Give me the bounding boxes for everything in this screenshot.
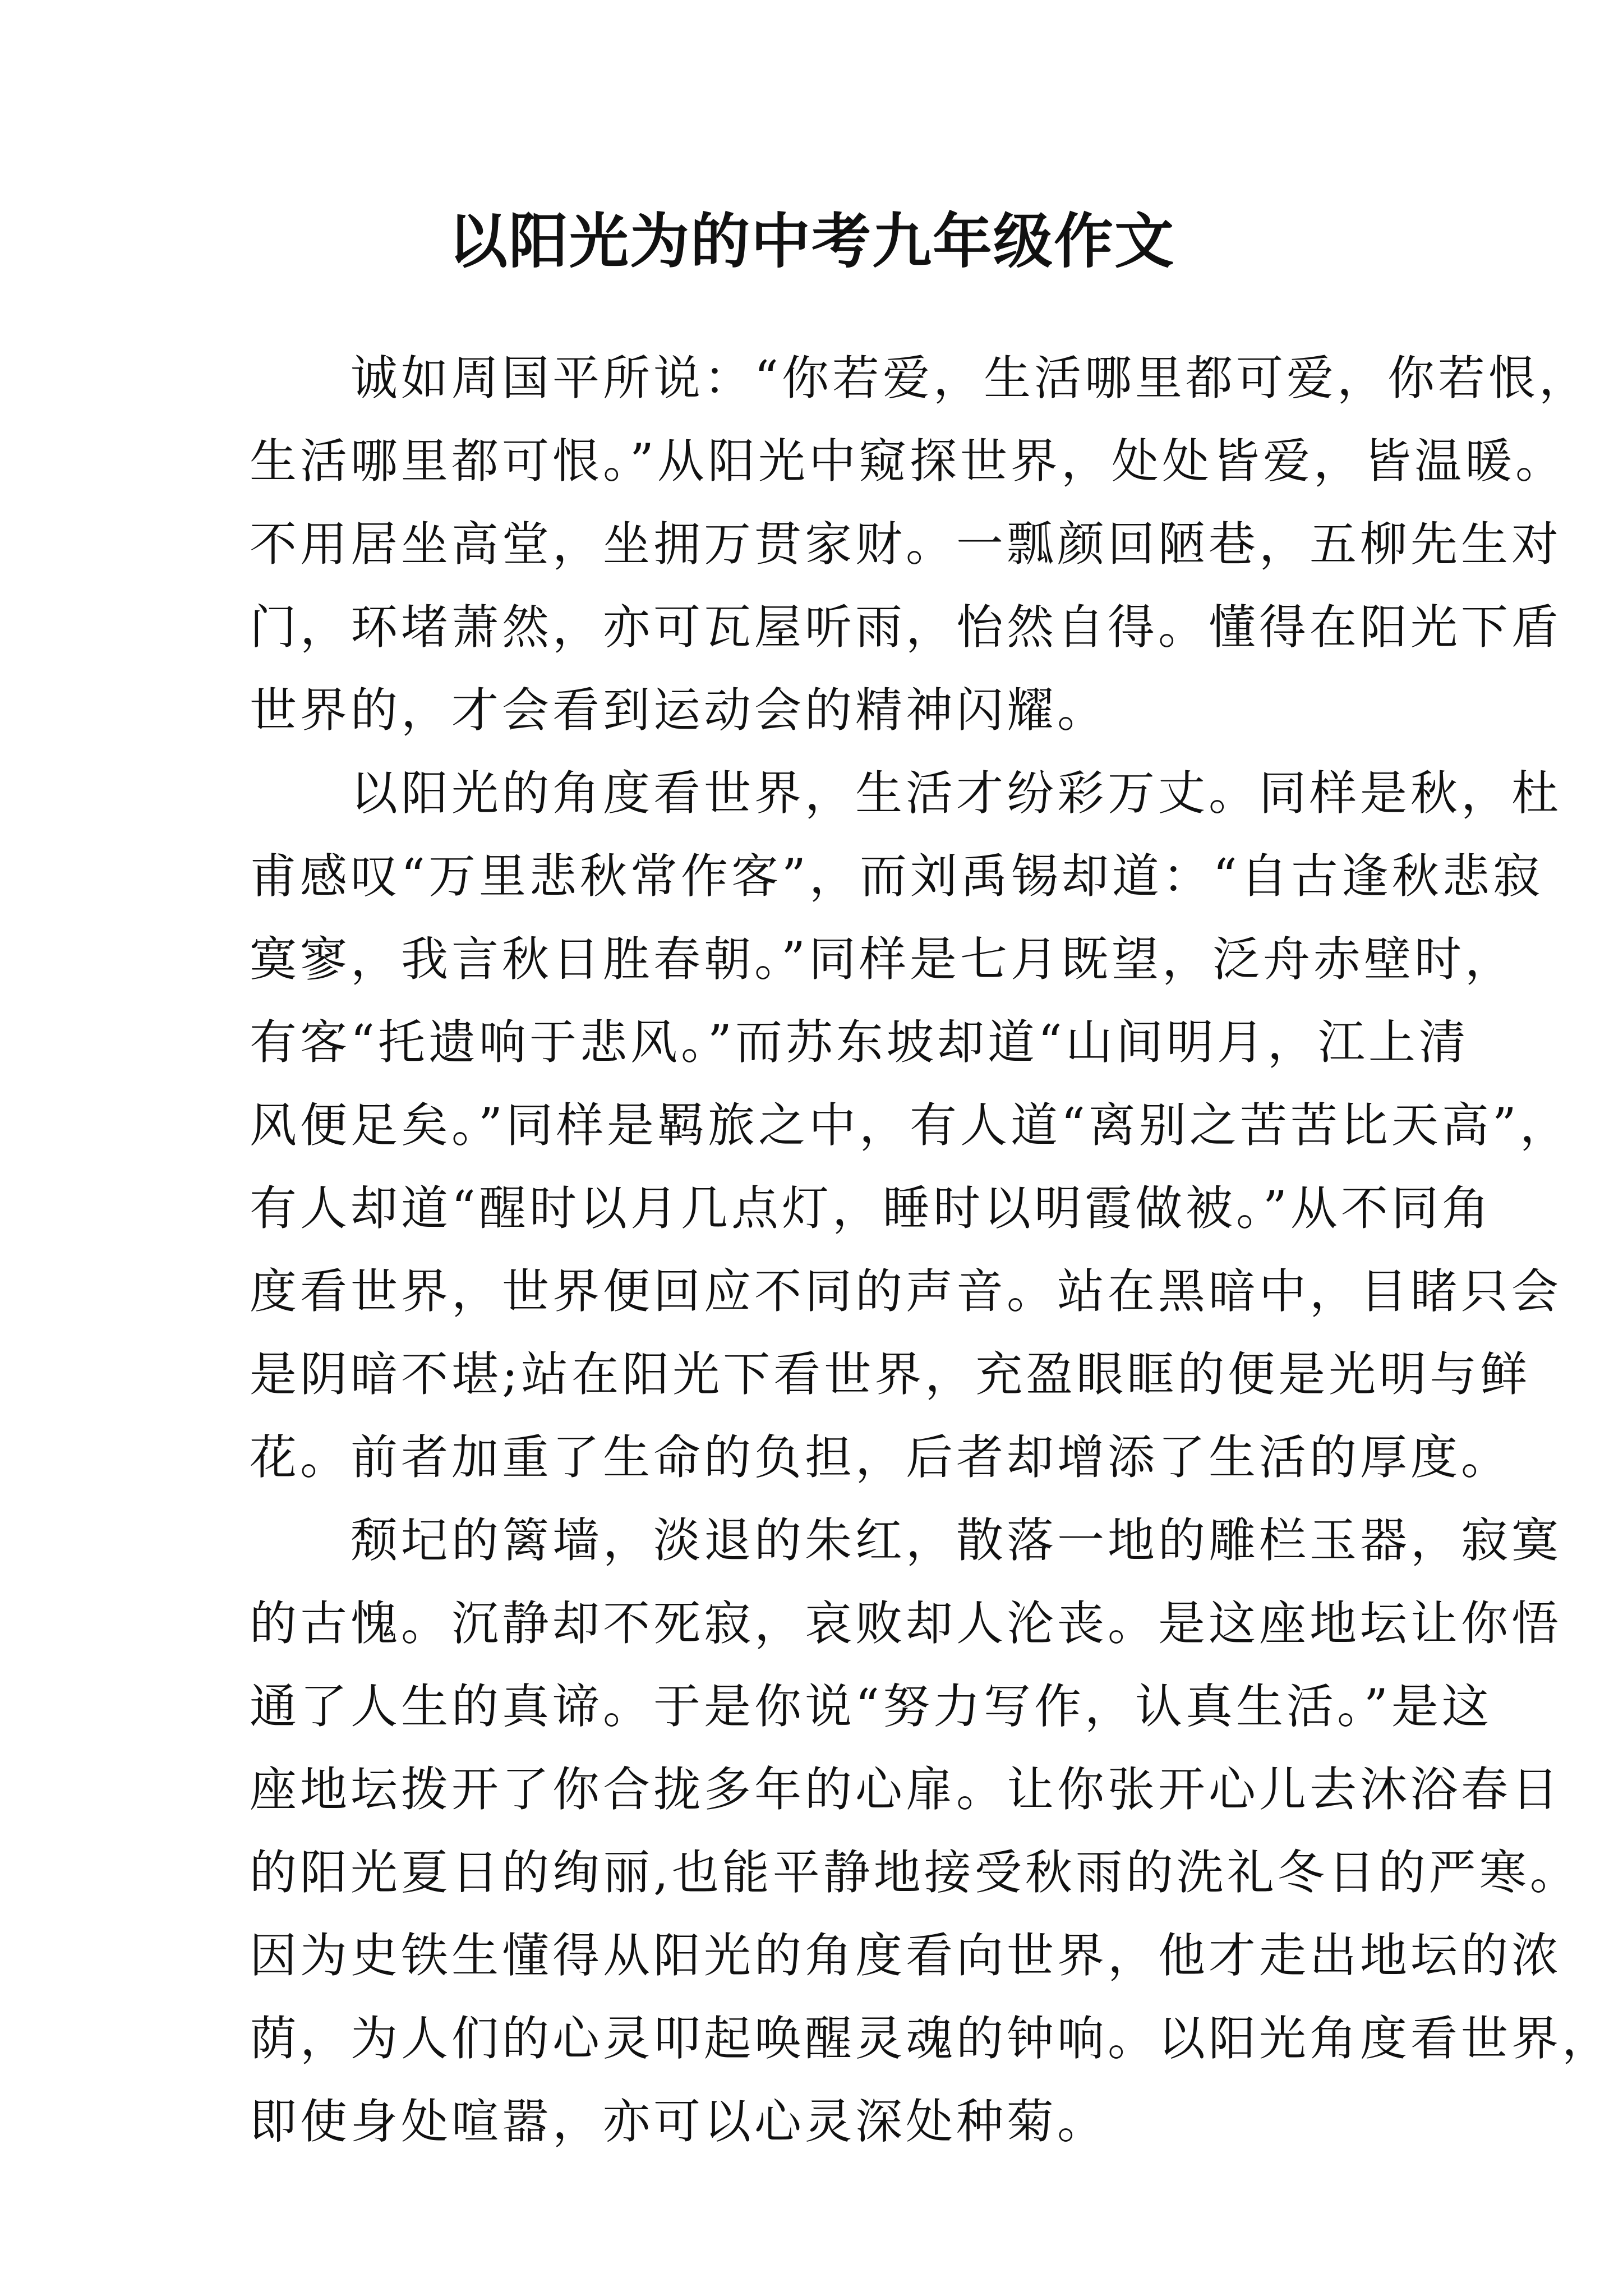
body-line: 寞寥，我言秋日胜春朝。”同样是七月既望，泛舟赤壁时，: [250, 932, 1515, 987]
body-line: 座地坛拨开了你合拢多年的心扉。让你张开心儿去沐浴春日: [250, 1762, 1562, 1817]
body-line: 颓圮的篱墙，淡退的朱红，散落一地的雕栏玉器，寂寞: [250, 1513, 1562, 1568]
body-line: 有人却道“醒时以月几点灯，睡时以明霞做被。”从不同角: [250, 1181, 1492, 1236]
body-line: 花。前者加重了生命的负担，后者却增添了生活的厚度。: [250, 1430, 1512, 1485]
body-line: 以阳光的角度看世界，生活才纷彩万丈。同样是秋，杜: [250, 766, 1562, 821]
body-line: 诚如周国平所说：“你若爱，生活哪里都可爱，你若恨，: [250, 351, 1589, 406]
body-line: 甫感叹“万里悲秋常作客”，而刘禹锡却道：“自古逢秋悲寂: [250, 849, 1543, 904]
body-line: 世界的，才会看到运动会的精神闪耀。: [250, 683, 1108, 738]
body-line: 不用居坐高堂，坐拥万贯家财。一瓢颜回陋巷，五柳先生对: [250, 517, 1562, 572]
body-line: 风便足矣。”同样是羁旅之中，有人道“离别之苦苦比天高”，: [250, 1098, 1570, 1153]
body-line: 荫，为人们的心灵叩起唤醒灵魂的钟响。以阳光角度看世界，: [250, 2011, 1613, 2066]
document-title: 以阳光为的中考九年级作文: [448, 206, 1175, 276]
body-line: 是阴暗不堪;站在阳光下看世界，充盈眼眶的便是光明与鲜: [250, 1347, 1531, 1402]
body-line: 即使身处喧嚣，亦可以心灵深处种菊。: [250, 2094, 1108, 2149]
body-line: 的古愧。沉静却不死寂，哀败却人沦丧。是这座地坛让你悟: [250, 1596, 1562, 1651]
body-line: 有客“托遗响于悲风。”而苏东坡却道“山间明月，江上清: [250, 1015, 1469, 1070]
body-line: 因为史铁生懂得从阳光的角度看向世界，他才走出地坛的浓: [250, 1928, 1562, 1983]
body-line: 门，环堵萧然，亦可瓦屋听雨，怡然自得。懂得在阳光下盾: [250, 600, 1562, 655]
body-line: 度看世界，世界便回应不同的声音。站在黑暗中，目睹只会: [250, 1264, 1562, 1319]
document-body: [250, 337, 1613, 2163]
body-line: 的阳光夏日的绚丽,也能平静地接受秋雨的洗礼冬日的严寒。: [250, 1845, 1580, 1900]
body-line: 生活哪里都可恨。”从阳光中窥探世界，处处皆爱，皆温暖。: [250, 434, 1566, 489]
body-line: 通了人生的真谛。于是你说“努力写作，认真生活。”是这: [250, 1679, 1492, 1734]
